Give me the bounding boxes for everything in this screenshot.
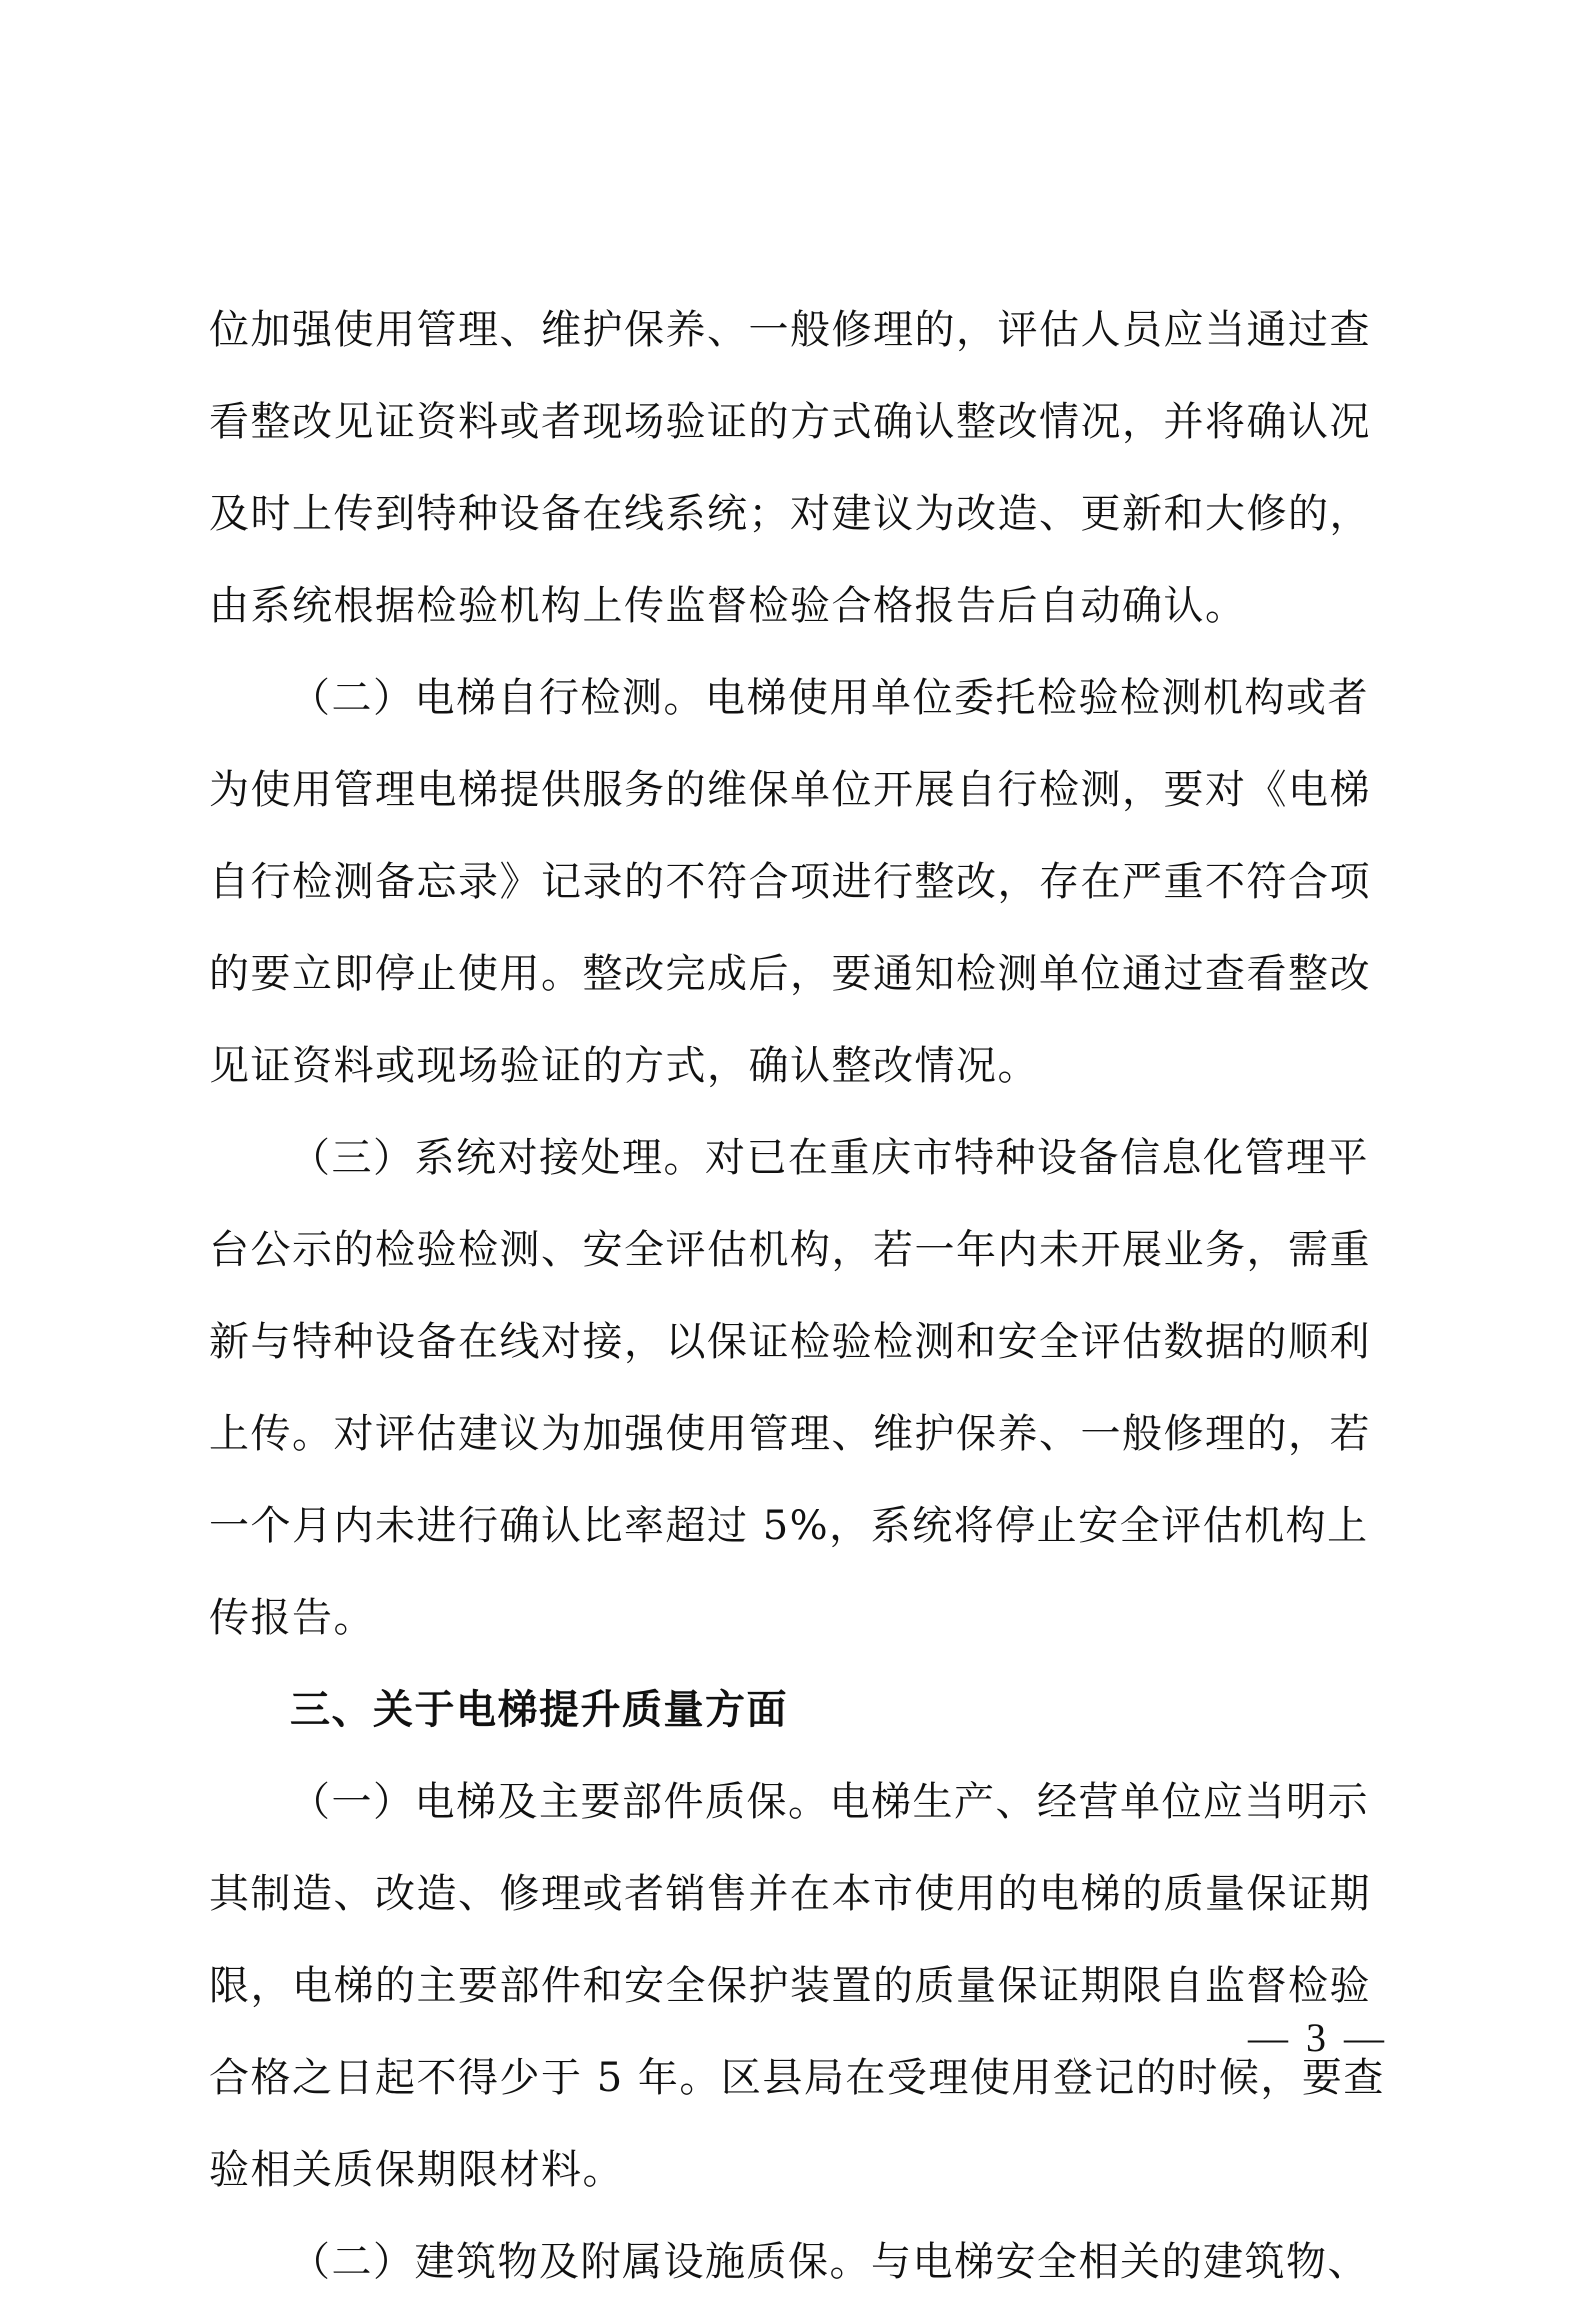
paragraph-line: 合格之日起不得少于 5 年。区县局在受理使用登记的时候，要查 (209, 2055, 1385, 2101)
paragraph-line: 一个月内未进行确认比率超过 5%，系统将停止安全评估机构上 (209, 1503, 1369, 1549)
paragraph-first-line (209, 2216, 1399, 2308)
paragraph-text: 电梯使用单位委托检验检测机构或者 (705, 675, 1369, 721)
paragraph-line: 验相关质保期限材料。 (209, 2147, 624, 2193)
paragraph-line: 位加强使用管理、维护保养、一般修理的，评估人员应当通过查 (209, 307, 1371, 353)
paragraph-line: 自行检测备忘录》记录的不符合项进行整改，存在严重不符合项 (209, 859, 1371, 905)
page-number: — 3 — (1248, 2015, 1388, 2060)
paragraph-line: 新与特种设备在线对接，以保证检验检测和安全评估数据的顺利 (209, 1319, 1371, 1365)
paragraph-line: 看整改见证资料或者现场验证的方式确认整改情况，并将确认况 (209, 399, 1371, 445)
paragraph-first-line (209, 652, 1399, 744)
subsection-lead: （二）电梯自行检测。 (290, 675, 705, 721)
paragraph-line: 其制造、改造、修理或者销售并在本市使用的电梯的质量保证期 (209, 1871, 1371, 1917)
paragraph-line: 上传。对评估建议为加强使用管理、维护保养、一般修理的，若 (209, 1411, 1371, 1457)
paragraph-line: 为使用管理电梯提供服务的维保单位开展自行检测，要对《电梯 (209, 767, 1371, 813)
paragraph-text: 与电梯安全相关的建筑物、 (871, 2239, 1369, 2285)
document-body (209, 284, 1399, 2308)
paragraph-text: 对已在重庆市特种设备信息化管理平 (705, 1135, 1369, 1181)
paragraph-first-line (209, 1756, 1399, 1848)
paragraph-line: 限，电梯的主要部件和安全保护装置的质量保证期限自监督检验 (209, 1963, 1371, 2009)
paragraph-line: 台公示的检验检测、安全评估机构，若一年内未开展业务，需重 (209, 1227, 1371, 1273)
paragraph-line: 由系统根据检验机构上传监督检验合格报告后自动确认。 (209, 583, 1247, 629)
paragraph-line: 的要立即停止使用。整改完成后，要通知检测单位通过查看整改 (209, 951, 1371, 997)
paragraph-first-line (209, 1112, 1399, 1204)
paragraph-line: 传报告。 (209, 1595, 375, 1641)
subsection-lead: （一）电梯及主要部件质保。 (290, 1779, 830, 1825)
paragraph-line: 及时上传到特种设备在线系统；对建议为改造、更新和大修的， (209, 491, 1371, 537)
subsection-lead: （二）建筑物及附属设施质保。 (290, 2239, 871, 2285)
subsection-lead: （三）系统对接处理。 (290, 1135, 705, 1181)
section-heading: 三、关于电梯提升质量方面 (290, 1687, 788, 1733)
paragraph-line: 见证资料或现场验证的方式，确认整改情况。 (209, 1043, 1039, 1089)
paragraph-text: 电梯生产、经营单位应当明示 (829, 1779, 1369, 1825)
